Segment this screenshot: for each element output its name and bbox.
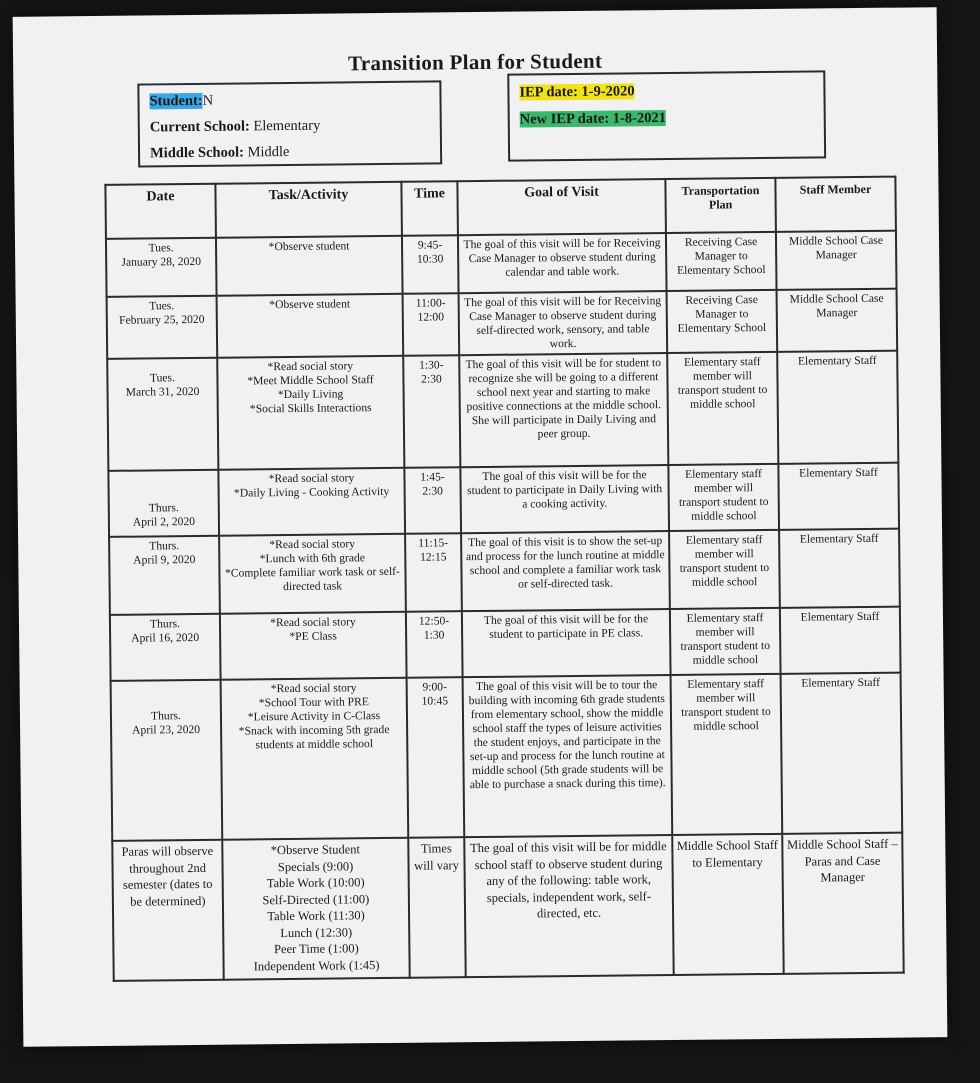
transport-cell: Receiving Case Manager to Elementary School [667,290,778,353]
goal-cell: The goal of this visit will be for Receiving Case Manager to observe student during calendar and table work. [458,233,667,293]
transport-cell: Elementary staff member will transport student to middle school [669,530,780,609]
current-school-value: Elementary [253,117,321,135]
table-row [107,351,898,471]
table-row [112,833,903,981]
iep-info-box [507,70,826,161]
table-row [106,231,897,297]
middle-school-value: Middle [247,143,290,161]
date-cell: Thurs. April 2, 2020 [108,470,219,537]
header-date: Date [105,184,216,239]
transport-cell: Elementary staff member will transport student to middle school [670,608,781,675]
date-cell: Thurs. April 23, 2020 [111,680,223,841]
staff-cell: Elementary Staff [779,529,900,608]
date-cell: Tues. February 25, 2020 [107,296,218,359]
date-cell: Paras will observe throughout 2nd semester (dates to be determined) [112,840,223,981]
goal-cell: The goal of this visit will be for the student to participate in PE class. [462,609,671,677]
task-cell: *Read social story *School Tour with PRE *Leisure Activity in C-Class *Snack with incoming 5th grade students at middle school [221,678,409,840]
goal-cell: The goal of this visit will be for middle school staff to observe student during any of the following: table work, specials, independent work, self-directed, etc. [464,835,673,977]
time-cell: 12:50- 1:30 [406,611,463,678]
header-staff: Staff Member [775,177,896,232]
student-label: Student: [149,92,203,110]
document-title: Transition Plan for Student [347,48,603,76]
task-cell: *Read social story *Lunch with 6th grade *Complete familiar work task or self-directed task [219,534,406,614]
date-cell: Thurs. April 16, 2020 [110,614,221,681]
middle-school-label: Middle School: [149,144,245,162]
transport-cell: Elementary staff member will transport student to middle school [668,464,779,531]
staff-cell: Elementary Staff [778,463,899,530]
time-cell: 1:45- 2:30 [404,467,461,534]
table-row [111,673,903,841]
time-cell: 9:45- 10:30 [402,235,459,294]
table-row [108,463,899,537]
goal-cell: The goal of this visit is to show the set-up and process for the lunch routine at middle school and complete a familiar work task or self-directed task. [461,531,670,611]
date-cell: Thurs. April 9, 2020 [109,536,220,615]
goal-cell: The goal of this visit will be for Receiving Case Manager to observe student during self-directed work, sensory, and table work. [459,291,668,355]
header-transportation: Transportation Plan [665,178,776,233]
task-cell: *Observe student [217,294,404,358]
table-header [105,177,896,239]
table-row [107,289,898,359]
staff-cell: Middle School Case Manager [777,289,898,352]
transport-cell: Elementary staff member will transport student to middle school [671,674,783,835]
student-info-box [137,80,442,167]
header-time: Time [401,181,458,236]
time-cell: 11:15- 12:15 [405,533,462,612]
task-cell: *Observe Student Specials (9:00) Table Work (10:00) Self-Directed (11:00) Table Work (11:30) Lunch (12:30) Peer Time (1:00) Independent Work (1:45) [222,838,409,980]
middle-school-line [150,138,430,167]
task-cell: *Read social story *Daily Living - Cooking Activity [218,468,405,536]
date-cell: Tues. January 28, 2020 [106,238,217,297]
document-page [13,7,948,1047]
task-cell: *Read social story *PE Class [220,612,407,680]
time-cell: 1:30- 2:30 [403,355,460,468]
goal-cell: The goal of this visit will be for the student to participate in Daily Living with a cooking activity. [460,465,669,533]
task-cell: *Observe student [216,236,403,296]
table-row [109,529,900,615]
staff-cell: Elementary Staff [777,351,898,464]
student-value: N [202,92,214,109]
transport-cell: Elementary staff member will transport student to middle school [667,352,778,465]
transition-plan-table [104,176,904,982]
date-cell: Tues. March 31, 2020 [107,358,218,471]
time-cell: 9:00- 10:45 [407,677,465,838]
header-task: Task/Activity [215,182,402,238]
staff-cell: Elementary Staff [780,607,901,674]
current-school-line [150,112,430,141]
staff-cell: Middle School Staff – Paras and Case Manager [782,833,903,974]
transport-cell: Receiving Case Manager to Elementary School [666,232,777,291]
goal-cell: The goal of this visit will be to tour the building with incoming 6th grade students from elementary school, show the middle school staff the types of leisure activities the student enjoys, and participate in the set-up and process for the lunch routine at middle school (5th grade students will be able to purchase a snack during this time). [463,675,673,837]
staff-cell: Elementary Staff [781,673,903,834]
table-row [110,607,901,681]
task-cell: *Read social story *Meet Middle School Staff *Daily Living *Social Skills Interactions [217,356,404,470]
current-school-label: Current School: [149,118,250,136]
new-iep-date: New IEP date: 1-8-2021 [519,110,667,128]
transport-cell: Middle School Staff to Elementary [672,834,783,975]
iep-date: IEP date: 1-9-2020 [519,83,635,101]
time-cell: Times will vary [408,837,465,978]
student-line [149,86,429,115]
time-cell: 11:00- 12:00 [403,293,460,356]
header-goal: Goal of Visit [457,179,666,235]
goal-cell: The goal of this visit will be for student to recognize she will be going to a different school next year and starting to make positive connections at the middle school. She will participate in Daily Living and peer group. [459,353,668,467]
staff-cell: Middle School Case Manager [776,231,897,290]
